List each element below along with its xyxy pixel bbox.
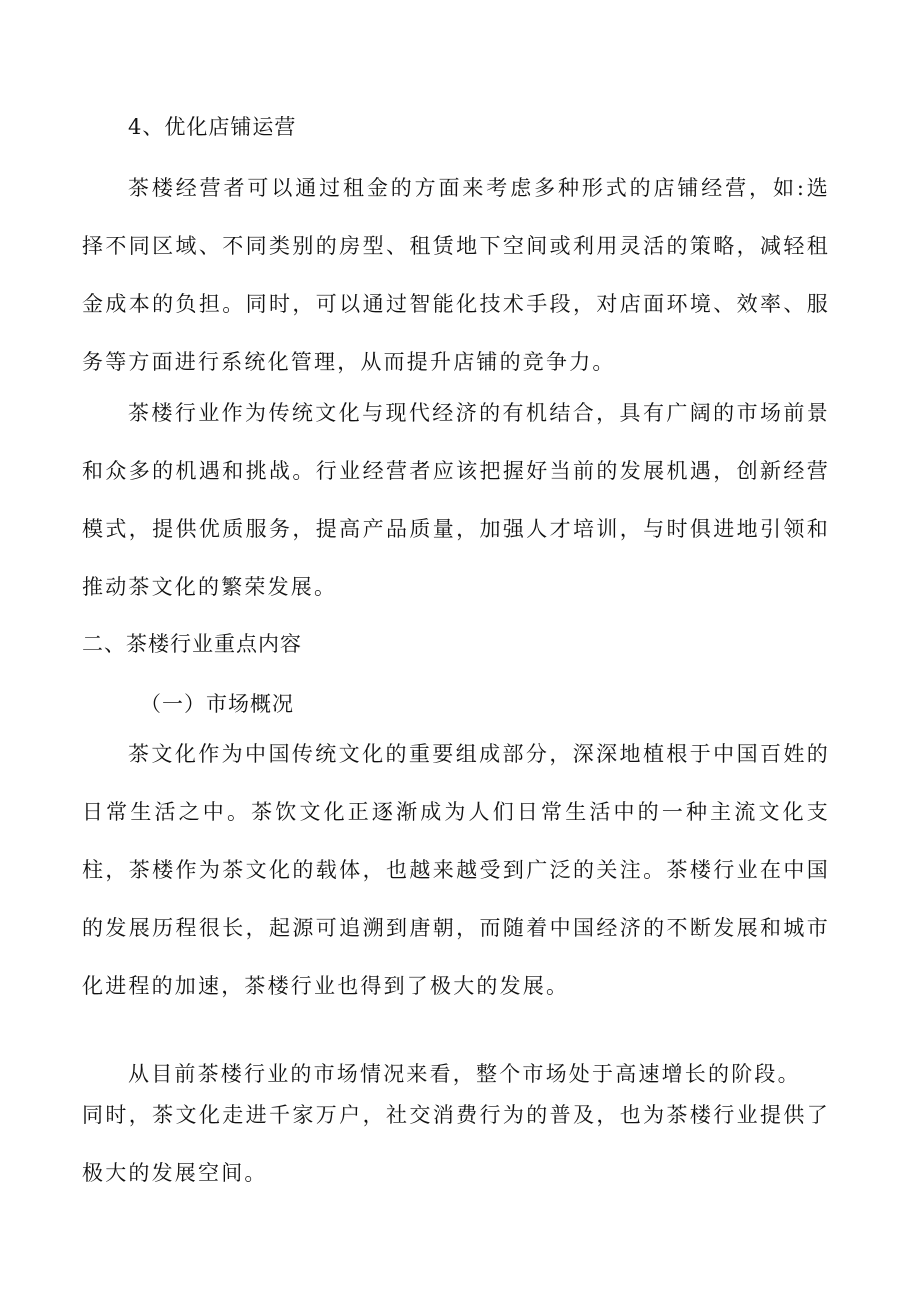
subsection-market-overview-heading: （一）市场概况 [140, 692, 294, 716]
paragraph-market-status-rest: 同时，茶文化走进千家万户，社交消费行为的普及，也为茶楼行业提供了极大的发展空间。 [82, 1103, 830, 1185]
section-4-heading: 4、优化店铺运营 [128, 115, 297, 139]
paragraph-market-status-line-1: 从目前茶楼行业的市场情况来看，整个市场处于高速增长的阶段。 [128, 1062, 801, 1086]
paragraph-store-operation: 茶楼经营者可以通过租金的方面来考虑多种形式的店铺经营，如:选择不同区域、不同类别的房型、租赁地下空间或利用灵活的策略，减轻租金成本的负担。同时，可以通过智能化技术手段，对店面环境、效率、服务等方面进行系统化管理，从而提升店铺的竞争力。 [82, 176, 830, 374]
chapter-2-heading: 二、茶楼行业重点内容 [82, 632, 302, 656]
paragraph-industry-outlook: 茶楼行业作为传统文化与现代经济的有机结合，具有广阔的市场前景和众多的机遇和挑战。行业经营者应该把握好当前的发展机遇，创新经营模式，提供优质服务，提高产品质量，加强人才培训，与时俱进地引领和推动茶文化的繁荣发展。 [82, 401, 830, 599]
paragraph-tea-culture: 茶文化作为中国传统文化的重要组成部分，深深地植根于中国百姓的日常生活之中。茶饮文化正逐渐成为人们日常生活中的一种主流文化支柱，茶楼作为茶文化的载体，也越来越受到广泛的关注。茶楼行业在中国的发展历程很长，起源可追溯到唐朝，而随着中国经济的不断发展和城市化进程的加速，茶楼行业也得到了极大的发展。 [82, 742, 830, 998]
